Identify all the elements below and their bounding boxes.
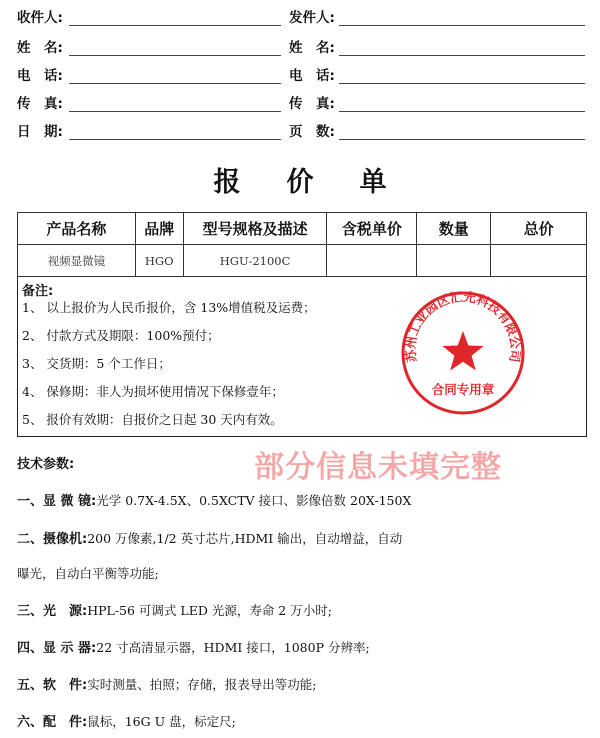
cell-quantity[interactable] — [417, 245, 491, 277]
sender-line[interactable] — [339, 25, 585, 26]
note-item: 2、 付款方式及期限：100%预付； — [22, 328, 220, 343]
cell-total[interactable] — [491, 245, 587, 277]
tech-line — [17, 674, 316, 693]
col-brand: 品牌 — [135, 213, 183, 245]
incomplete-watermark: 部分信息未填完整 — [254, 450, 502, 485]
table-row — [18, 245, 587, 277]
tech-line-text: 22 寸高清显示器，HDMI 接口，1080P 分辨率; — [96, 640, 370, 655]
phone-line[interactable] — [69, 83, 281, 84]
col-model: 型号规格及描述 — [183, 213, 327, 245]
right-field-phone — [289, 62, 585, 86]
tech-line-label: 一、显 微 镜: — [17, 494, 97, 509]
pages-line[interactable] — [339, 139, 585, 140]
tech-line — [17, 564, 159, 582]
note-item: 4、 保修期：非人为损坏使用情况下保修壹年； — [22, 384, 284, 399]
tech-line-text: HPL-56 可调式 LED 光源，寿命 2 万小时; — [87, 603, 332, 618]
fax-label: 传 真: — [17, 96, 63, 112]
tech-line-label: 四、显 示 器: — [17, 641, 97, 656]
tech-line-text: 鼠标，16G U 盘，标定尺; — [87, 714, 236, 729]
sender-fax-label: 传 真: — [289, 96, 335, 112]
phone-label: 电 话: — [17, 68, 63, 84]
recipient-line[interactable] — [69, 25, 281, 26]
tech-line-text: 曝光，自动白平衡等功能; — [17, 566, 159, 581]
date-line[interactable] — [69, 139, 281, 140]
left-field-fax — [17, 90, 282, 114]
left-field-phone — [17, 62, 282, 86]
fax-line[interactable] — [69, 111, 281, 112]
col-product-name: 产品名称 — [18, 213, 136, 245]
tech-line-label: 五、软 件: — [17, 678, 88, 693]
tech-line-text: 实时测量、拍照；存储，报表导出等功能; — [87, 677, 317, 692]
page-title: 报价单 — [213, 167, 433, 198]
company-stamp — [398, 288, 528, 418]
sender-label: 发件人: — [289, 10, 335, 26]
cell-unit-price[interactable] — [327, 245, 417, 277]
quote-table — [17, 212, 587, 277]
tech-line-label: 三、光 源: — [17, 604, 88, 619]
stamp-purpose-text: 合同专用章 — [431, 382, 495, 397]
name-label: 姓 名: — [17, 40, 63, 56]
col-unit-price: 含税单价 — [327, 213, 417, 245]
right-field-fax — [289, 90, 585, 114]
cell-model: HGU-2100C — [183, 245, 327, 277]
left-field-date — [17, 118, 282, 142]
sender-fax-line[interactable] — [339, 111, 585, 112]
notes-title: 备注: — [22, 284, 54, 299]
star-icon — [442, 331, 483, 371]
sender-phone-label: 电 话: — [289, 68, 335, 84]
sender-name-label: 姓 名: — [289, 40, 335, 56]
tech-line-label: 二、摄像机: — [17, 532, 88, 547]
tech-line — [17, 600, 332, 619]
col-quantity: 数量 — [417, 213, 491, 245]
tech-line-text: 200 万像素,1/2 英寸芯片,HDMI 输出，自动增益，自动 — [87, 531, 403, 546]
name-line[interactable] — [69, 55, 281, 56]
recipient-label: 收件人: — [17, 10, 63, 26]
col-total: 总价 — [491, 213, 587, 245]
sender-name-line[interactable] — [339, 55, 585, 56]
tech-title: 技术参数: — [17, 457, 75, 472]
recipient-row — [17, 4, 282, 28]
tech-line — [17, 528, 402, 547]
note-item: 1、 以上报价为人民币报价，含 13%增值税及运费； — [22, 300, 316, 315]
note-item: 3、 交货期：5 个工作日； — [22, 356, 171, 371]
pages-label: 页 数: — [289, 124, 335, 140]
right-field-name — [289, 34, 585, 58]
left-field-name — [17, 34, 282, 58]
note-item: 5、 报价有效期：自报价之日起 30 天内有效。 — [22, 412, 283, 427]
stamp-company-text: 苏州工业园区汇光科技有限公司 — [402, 288, 524, 364]
tech-line-label: 六、配 件: — [17, 715, 88, 730]
tech-line — [17, 637, 370, 656]
right-field-pages — [289, 118, 585, 142]
sender-phone-line[interactable] — [339, 83, 585, 84]
cell-product-name: 视频显微镜 — [18, 245, 136, 277]
tech-line — [17, 711, 236, 730]
date-label: 日 期: — [17, 124, 63, 140]
table-header-row — [18, 213, 587, 245]
cell-brand: HGO — [135, 245, 183, 277]
tech-line — [17, 490, 411, 509]
tech-line-text: 光学 0.7X-4.5X、0.5XCTV 接口、影像倍数 20X-150X — [96, 493, 412, 508]
sender-row — [289, 4, 585, 28]
